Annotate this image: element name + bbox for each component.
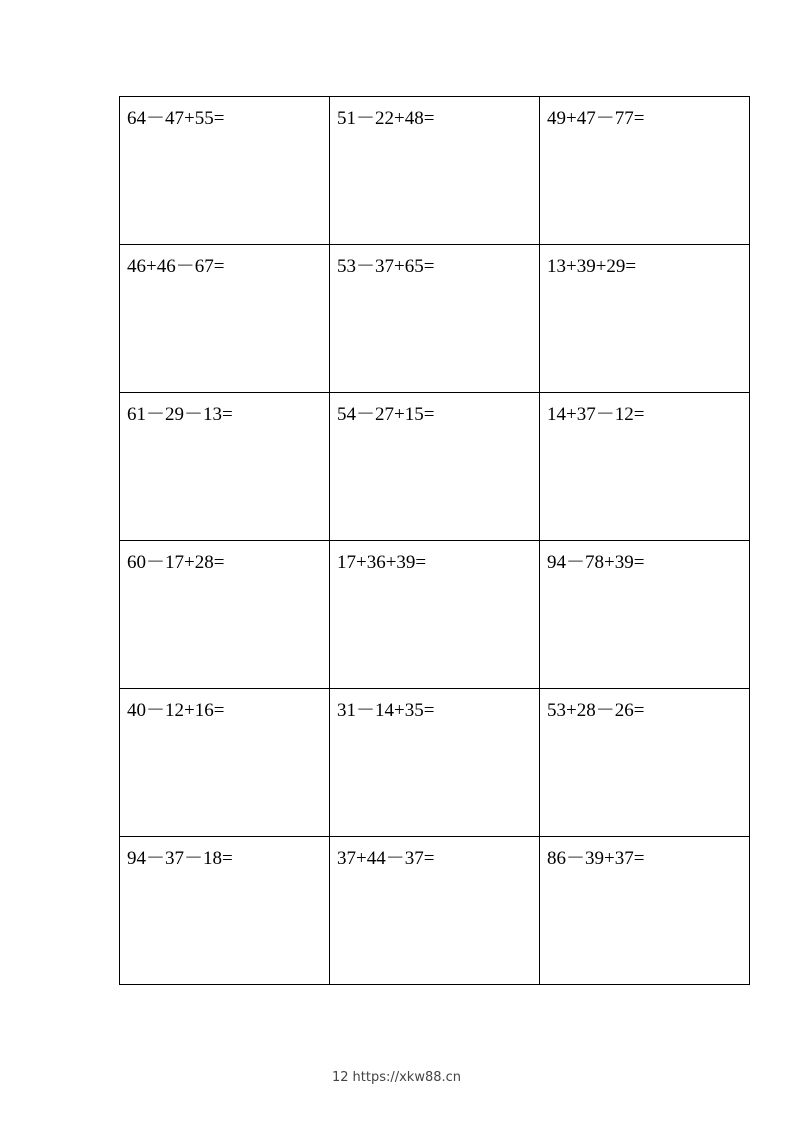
problem-cell xyxy=(540,689,750,837)
problem-text: 51－22+48= xyxy=(337,108,435,129)
problem-cell xyxy=(540,541,750,689)
problem-text: 46+46－67= xyxy=(127,256,225,277)
problem-cell xyxy=(330,245,540,393)
footer-url: https://xkw88.cn xyxy=(352,1070,462,1085)
grid-row-3 xyxy=(120,393,750,541)
problem-cell xyxy=(330,97,540,245)
grid-row-6 xyxy=(120,837,750,985)
problem-text: 40－12+16= xyxy=(127,700,225,721)
problem-cell xyxy=(120,97,330,245)
problem-cell xyxy=(120,837,330,985)
problem-cell xyxy=(120,393,330,541)
problem-text: 94－37－18= xyxy=(127,848,233,869)
problem-cell xyxy=(120,245,330,393)
problem-cell xyxy=(540,393,750,541)
problem-cell xyxy=(330,541,540,689)
problem-text: 94－78+39= xyxy=(547,552,645,573)
problem-cell xyxy=(540,245,750,393)
problem-text: 13+39+29= xyxy=(547,256,637,277)
problem-text: 14+37－12= xyxy=(547,404,645,425)
grid-row-2 xyxy=(120,245,750,393)
page-number: 12 xyxy=(331,1070,349,1085)
problem-grid xyxy=(119,96,750,985)
problem-text: 37+44－37= xyxy=(337,848,435,869)
problem-cell xyxy=(540,837,750,985)
problem-text: 60－17+28= xyxy=(127,552,225,573)
problem-cell xyxy=(330,689,540,837)
problem-text: 61－29－13= xyxy=(127,404,233,425)
problem-cell xyxy=(120,689,330,837)
problem-text: 86－39+37= xyxy=(547,848,645,869)
grid-row-5 xyxy=(120,689,750,837)
problem-text: 54－27+15= xyxy=(337,404,435,425)
problem-text: 53－37+65= xyxy=(337,256,435,277)
problem-text: 64－47+55= xyxy=(127,108,225,129)
page-footer xyxy=(0,1070,793,1085)
problem-text: 31－14+35= xyxy=(337,700,435,721)
problem-text: 17+36+39= xyxy=(337,552,427,573)
problem-text: 49+47－77= xyxy=(547,108,645,129)
grid-row-4 xyxy=(120,541,750,689)
problem-cell xyxy=(330,837,540,985)
grid-row-1 xyxy=(120,97,750,245)
problem-cell xyxy=(540,97,750,245)
problem-cell xyxy=(120,541,330,689)
problem-cell xyxy=(330,393,540,541)
problem-text: 53+28－26= xyxy=(547,700,645,721)
